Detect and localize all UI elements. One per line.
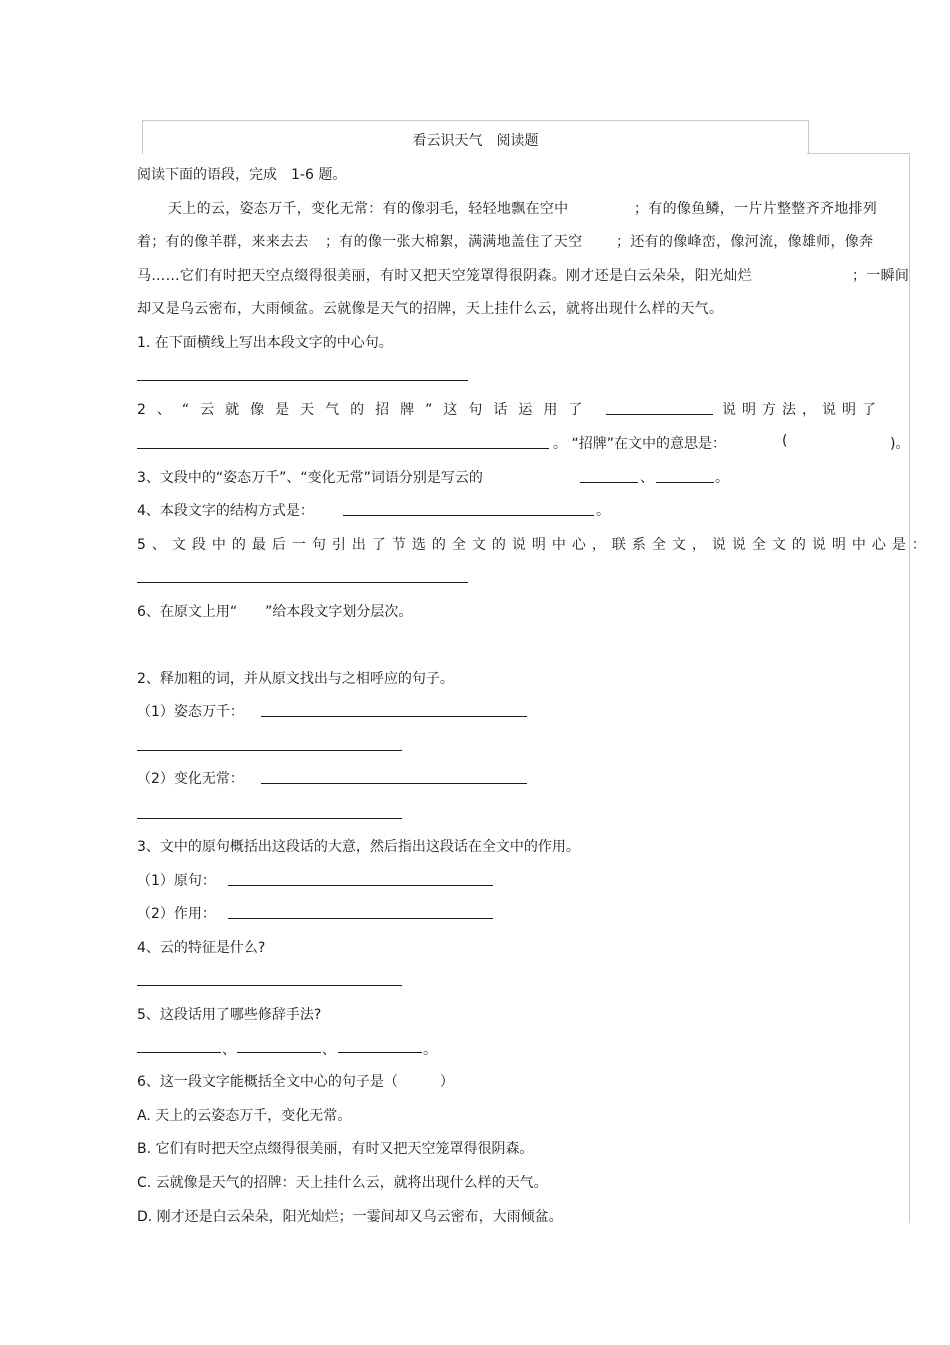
answer-line[interactable]: [343, 515, 594, 516]
passage-line: 马……它们有时把天空点缀得很美丽，有时又把天空笼罩得很阴森。刚才还是白云朵朵，阳光灿烂: [137, 268, 752, 284]
title-frame: [142, 120, 809, 154]
question-5: 5、文段中的最后一句引出了节选的全文的说明中心，联系全文，说说全文的说明中心是：: [137, 537, 932, 553]
answer-line[interactable]: [261, 783, 527, 784]
answer-line[interactable]: [237, 1052, 321, 1053]
separator: 、: [640, 470, 654, 486]
end-mark: 。: [423, 1042, 437, 1058]
end-mark: 。: [596, 503, 610, 519]
passage-line: ；有的像鱼鳞，一片片整整齐齐地排列: [634, 201, 878, 217]
answer-line[interactable]: [137, 1052, 221, 1053]
item-label: （1）姿态万千：: [137, 704, 244, 720]
question-2-part: )。: [890, 436, 910, 452]
passage-line: 天上的云，姿态万千，变化无常：有的像羽毛，轻轻地飘在空中: [168, 201, 569, 217]
option-c[interactable]: C. 云就像是天气的招牌：天上挂什么云，就将出现什么样的天气。: [137, 1175, 548, 1191]
question-s3: 3、文中的原句概括出这段话的大意，然后指出这段话在全文中的作用。: [137, 839, 580, 855]
answer-line[interactable]: [228, 885, 493, 886]
question-2-part: 。 “招牌”在文中的意思是：: [553, 436, 726, 452]
question-2-part: (: [782, 433, 788, 449]
question-6: 6、在原文上用“ ”给本段文字划分层次。: [137, 604, 413, 620]
answer-line[interactable]: [580, 482, 638, 483]
answer-line[interactable]: [137, 818, 402, 819]
item-label: （2）作用：: [137, 906, 216, 922]
answer-line[interactable]: [606, 414, 713, 415]
frame-line: [807, 153, 910, 154]
answer-line[interactable]: [137, 582, 468, 583]
option-a[interactable]: A. 天上的云姿态万千，变化无常。: [137, 1108, 352, 1124]
item-label: （2）变化无常：: [137, 771, 244, 787]
answer-line[interactable]: [338, 1052, 422, 1053]
answer-line[interactable]: [137, 750, 402, 751]
frame-line: [909, 153, 910, 1223]
intro-text: 阅读下面的语段，完成 1-6 题。: [137, 167, 347, 183]
answer-line[interactable]: [137, 380, 468, 381]
question-s5: 5、这段话用了哪些修辞手法?: [137, 1007, 322, 1023]
question-2: 2、“云就像是天气的招牌”这句话运用了: [137, 402, 594, 418]
question-1: 1. 在下面横线上写出本段文字的中心句。: [137, 335, 393, 351]
option-d[interactable]: D. 刚才还是白云朵朵，阳光灿烂；一霎间却又乌云密布，大雨倾盆。: [137, 1209, 563, 1225]
question-s6: 6、这一段文字能概括全文中心的句子是（ ）: [137, 1074, 454, 1090]
option-b[interactable]: B. 它们有时把天空点缀得很美丽，有时又把天空笼罩得很阴森。: [137, 1141, 534, 1157]
question-s4: 4、云的特征是什么?: [137, 940, 266, 956]
question-s2: 2、释加粗的词，并从原文找出与之相呼应的句子。: [137, 671, 454, 687]
end-mark: 。: [715, 470, 729, 486]
passage-line: 着；有的像羊群，来来去去: [137, 234, 309, 250]
page-title: 看云识天气 阅读题: [412, 133, 539, 149]
passage-line: ；有的像一张大棉絮，满满地盖住了天空: [325, 234, 583, 250]
answer-line[interactable]: [137, 448, 549, 449]
answer-line[interactable]: [137, 985, 402, 986]
answer-line[interactable]: [261, 716, 527, 717]
question-4: 4、本段文字的结构方式是：: [137, 503, 314, 519]
answer-line[interactable]: [228, 918, 493, 919]
answer-line[interactable]: [656, 482, 714, 483]
question-3: 3、文段中的“姿态万千”、“变化无常”词语分别是写云的: [137, 470, 483, 486]
passage-line: ；还有的像峰峦，像河流，像雄师，像奔: [616, 234, 874, 250]
passage-line: 却又是乌云密布，大雨倾盆。云就像是天气的招牌，天上挂什么云，就将出现什么样的天气。: [137, 301, 724, 317]
question-2-part: 说明方法，说明了: [722, 402, 882, 418]
item-label: （1）原句：: [137, 873, 216, 889]
separator: 、: [322, 1042, 336, 1058]
passage-line: ；一瞬间: [852, 268, 910, 284]
separator: 、: [222, 1042, 236, 1058]
